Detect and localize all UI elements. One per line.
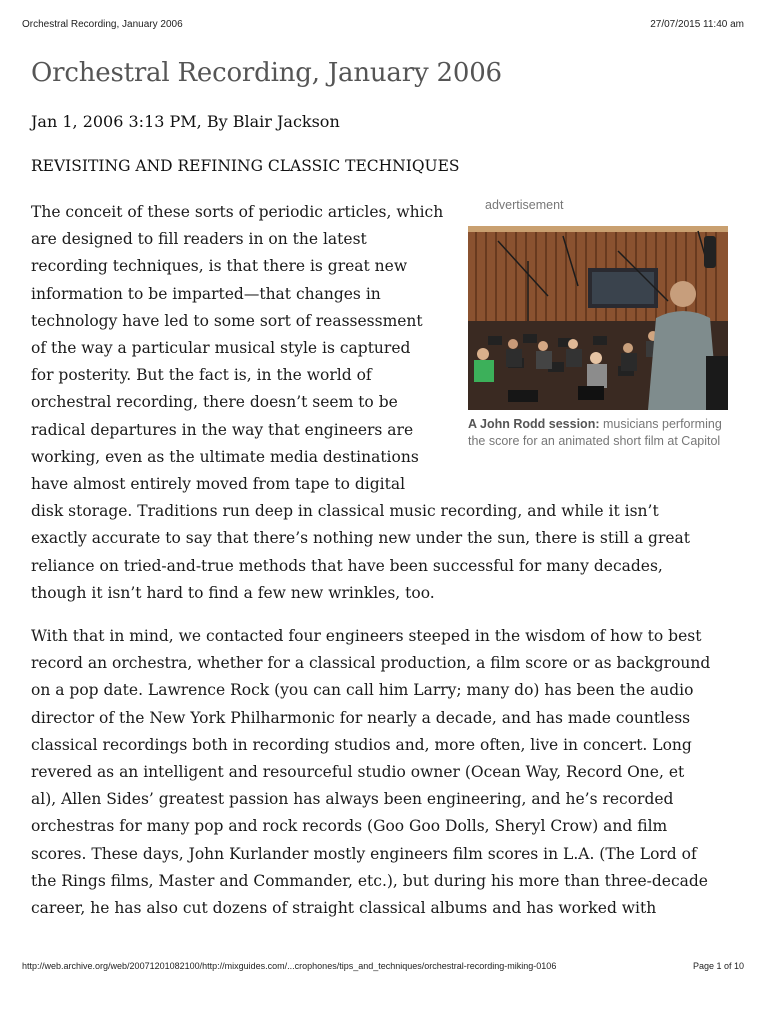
print-footer [22,961,744,971]
text-line: for posterity. But the fact is, in the world of [31,366,372,385]
text-line: radical departures in the way that engineers are [31,420,414,439]
text-line: have almost entirely moved from tape to digital [31,475,406,494]
text-line: are designed to fill readers in on the latest [31,230,367,249]
text-line: scores. These days, John Kurlander mostly engineers film scores in L.A. (The Lord of [31,844,697,863]
article-paragraph-2 [31,623,743,922]
text-line: orchestras for many pop and rock records (Goo Goo Dolls, Sheryl Crow) and film [31,817,668,836]
text-line: recording techniques, is that there is great new [31,257,408,276]
photo-caption-text: musicians performing the score for an animated short film at Capitol [468,417,722,448]
byline: Jan 1, 2006 3:13 PM, By Blair Jackson [31,112,340,131]
text-line: information to be imparted—that changes in [31,284,381,303]
text-line: record an orchestra, whether for a classical production, a film score or as background [31,654,711,673]
text-line: reliance on tried-and-true methods that have been successful for many decades, [31,556,663,575]
text-line: classical recordings both in recording studios and, more often, live in concert. Long [31,735,692,754]
article-subhead: REVISITING AND REFINING CLASSIC TECHNIQUES [31,157,460,175]
page-number: Page 1 of 10 [692,961,744,971]
article-paragraph-1 [31,199,743,607]
article-body [31,199,743,938]
source-url: http://web.archive.org/web/20071201082100/http://mixguides.com/...crophones/tips_and_techniques/orchestral-recording-miking-0106 [22,961,557,971]
photo-caption-bold: A John Rodd session: [468,417,600,431]
text-line: disk storage. Traditions run deep in classical music recording, and while it isn’t [31,502,659,521]
text-line: With that in mind, we contacted four engineers steeped in the wisdom of how to best [31,627,702,646]
text-line: director of the New York Philharmonic for nearly a decade, and has made countless [31,708,691,727]
text-line: though it isn’t hard to find a few new wrinkles, too. [31,583,435,602]
print-header-title: Orchestral Recording, January 2006 [22,19,183,30]
text-line: working, even as the ultimate media destinations [31,447,419,466]
text-line: of the way a particular musical style is captured [31,339,411,358]
page-title: Orchestral Recording, January 2006 [31,58,502,88]
print-header-timestamp: 27/07/2015 11:40 am [650,19,744,30]
advertisement-label: advertisement [485,198,564,212]
text-line: on a pop date. Lawrence Rock (you can call him Larry; many do) has been the audio [31,681,694,700]
text-line: orchestral recording, there doesn’t seem to be [31,393,398,412]
print-header [22,19,744,30]
text-line: technology have led to some sort of reassessment [31,311,423,330]
text-line: the Rings films, Master and Commander, etc.), but during his more than three-decade [31,871,708,890]
text-line: career, he has also cut dozens of straight classical albums and has worked with [31,899,657,918]
text-line: exactly accurate to say that there’s nothing new under the sun, there is still a great [31,529,691,548]
text-line: The conceit of these sorts of periodic articles, which [31,203,444,221]
text-line: revered as an intelligent and resourceful studio owner (Ocean Way, Record One, et [31,763,685,782]
text-line: al), Allen Sides’ greatest passion has always been engineering, and he’s recorded [31,790,674,809]
